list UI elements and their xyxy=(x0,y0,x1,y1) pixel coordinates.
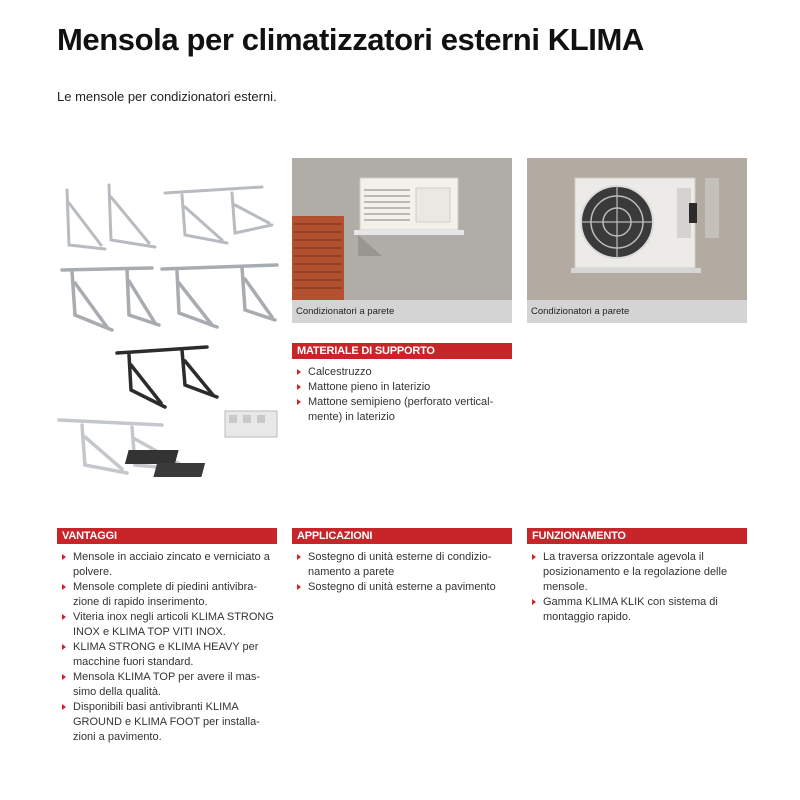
page-subtitle: Le mensole per condizionatori esterni. xyxy=(57,89,277,104)
photo-wall-ac-1 xyxy=(292,158,512,323)
section-vantaggi xyxy=(57,528,277,745)
list-item: Disponibili basi antivibranti KLIMA GROUND e KLIMA FOOT per installa-zioni a pavimento. xyxy=(57,700,277,745)
list-vantaggi xyxy=(57,550,277,745)
photo-wall-ac-2 xyxy=(527,158,747,323)
photo-wall-ac-2-image xyxy=(527,158,747,300)
section-applicazioni xyxy=(292,528,512,595)
list-item: Mensole in acciaio zincato e verniciato a polvere. xyxy=(57,550,277,580)
section-header-materiale: MATERIALE DI SUPPORTO xyxy=(292,343,512,359)
list-applicazioni xyxy=(292,550,512,595)
photo-caption-2: Condizionatori a parete xyxy=(527,300,747,323)
section-funzionamento xyxy=(527,528,747,625)
section-header-vantaggi: VANTAGGI xyxy=(57,528,277,544)
section-materiale-di-supporto xyxy=(292,343,512,425)
list-item: Viteria inox negli articoli KLIMA STRONG INOX e KLIMA TOP VITI INOX. xyxy=(57,610,277,640)
list-item: Sostegno di unità esterne a pavimento xyxy=(292,580,512,595)
list-item: Mattone pieno in laterizio xyxy=(292,380,512,395)
list-item: Gamma KLIMA KLIK con sistema di montaggio rapido. xyxy=(527,595,747,625)
product-brackets-image xyxy=(57,165,279,515)
list-item: KLIMA STRONG e KLIMA HEAVY per macchine fuori standard. xyxy=(57,640,277,670)
list-item: Mensole complete di piedini antivibra-zione di rapido inserimento. xyxy=(57,580,277,610)
list-item: Sostegno di unità esterne di condizio-namento a parete xyxy=(292,550,512,580)
page-title: Mensola per climatizzatori esterni KLIMA xyxy=(57,22,644,57)
list-materiale xyxy=(292,365,512,425)
photo-wall-ac-1-image xyxy=(292,158,512,300)
list-item: Calcestruzzo xyxy=(292,365,512,380)
list-item: La traversa orizzontale agevola il posizionamento e la regolazione delle mensole. xyxy=(527,550,747,595)
photo-caption-1: Condizionatori a parete xyxy=(292,300,512,323)
list-item: Mensola KLIMA TOP per avere il mas-simo della qualità. xyxy=(57,670,277,700)
list-item: Mattone semipieno (perforato vertical-mente) in laterizio xyxy=(292,395,512,425)
section-header-funzionamento: FUNZIONAMENTO xyxy=(527,528,747,544)
section-header-applicazioni: APPLICAZIONI xyxy=(292,528,512,544)
list-funzionamento xyxy=(527,550,747,625)
